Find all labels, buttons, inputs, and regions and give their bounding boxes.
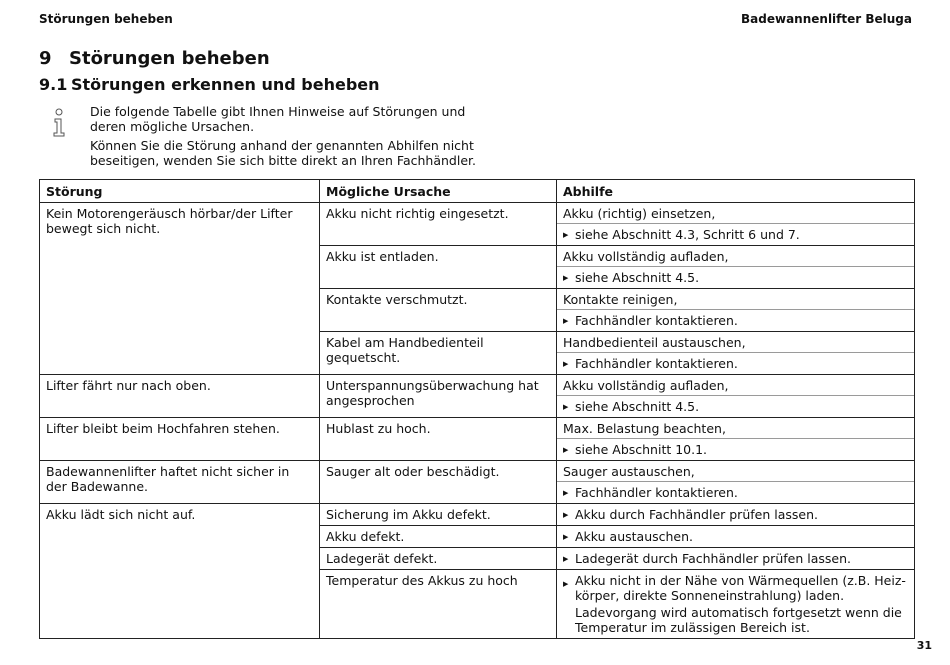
- header-stoerung: Störung: [40, 180, 320, 203]
- table-row: [40, 418, 915, 461]
- cause-cell: Sauger alt oder beschädigt.: [320, 461, 557, 504]
- bullet-triangle-icon: ▶: [563, 533, 569, 541]
- cause-cell: Kabel am Handbedienteil gequetscht.: [320, 332, 557, 375]
- bullet-triangle-icon: ▶: [563, 555, 569, 563]
- cause-cell: Hublast zu hoch.: [320, 418, 557, 461]
- header-ursache: Mögliche Ursache: [320, 180, 557, 203]
- cause-cell: Ladegerät defekt.: [320, 548, 557, 570]
- remedy-cell: [557, 375, 915, 418]
- remedy-cell: [557, 504, 915, 526]
- cause-cell: Akku defekt.: [320, 526, 557, 548]
- intro-paragraph-2: Können Sie die Störung anhand der genannten Abhilfen nicht beseitigen, wenden Sie sich bitte direkt an Ihren Fachhändler.: [90, 138, 476, 168]
- cause-cell: Akku nicht richtig eingesetzt.: [320, 203, 557, 246]
- running-header-product: Badewannenlifter Beluga: [741, 12, 912, 26]
- bullet-triangle-icon: ▶: [563, 489, 569, 497]
- bullet-triangle-icon: ▶: [563, 360, 569, 368]
- subsection-heading: [39, 75, 380, 94]
- running-header-chapter: Störungen beheben: [39, 12, 173, 26]
- bullet-triangle-icon: ▶: [563, 511, 569, 519]
- subsection-number: 9.1: [39, 75, 68, 94]
- remedy-text: Max. Belastung beachten,: [563, 421, 726, 436]
- bullet-triangle-icon: ▶: [563, 274, 569, 282]
- cause-cell: Temperatur des Akkus zu hoch: [320, 570, 557, 639]
- info-icon: [51, 108, 67, 138]
- remedy-text: Kontakte reinigen,: [563, 292, 678, 307]
- table-row: [40, 504, 915, 526]
- bullet-triangle-icon: ▶: [563, 231, 569, 239]
- remedy-note: Ladevorgang wird automatisch fortgesetzt wenn die Temperatur im zulässigen Bereich ist.: [575, 605, 902, 635]
- remedy-cell: [557, 461, 915, 504]
- cause-cell: Unterspannungsüberwachung hat angesprochen: [320, 375, 557, 418]
- bullet-triangle-icon: ▶: [563, 446, 569, 454]
- remedy-step: ▶ siehe Abschnitt 4.5.: [557, 395, 914, 417]
- remedy-step: ▶ siehe Abschnitt 4.3, Schritt 6 und 7.: [557, 223, 914, 245]
- cause-cell: Akku ist entladen.: [320, 246, 557, 289]
- remedy-text: Akku vollständig aufladen,: [563, 378, 729, 393]
- section-heading: [39, 48, 270, 69]
- remedy-text: Akku (richtig) einsetzen,: [563, 206, 716, 221]
- problem-cell: Lifter bleibt beim Hochfahren stehen.: [40, 418, 320, 461]
- problem-cell: Lifter fährt nur nach oben.: [40, 375, 320, 418]
- remedy-cell: [557, 203, 915, 246]
- remedy-step: ▶ Fachhändler kontaktieren.: [557, 352, 914, 374]
- remedy-step: ▶ siehe Abschnitt 4.5.: [557, 266, 914, 288]
- intro-text: [90, 104, 480, 172]
- intro-paragraph-1: Die folgende Tabelle gibt Ihnen Hinweise auf Störungen und deren mögliche Ursachen.: [90, 104, 466, 134]
- problem-cell: Akku lädt sich nicht auf.: [40, 504, 320, 639]
- section-title: Störungen beheben: [69, 48, 270, 69]
- remedy-step: ▶ Akku durch Fachhändler prüfen lassen.: [563, 507, 818, 522]
- cause-cell: Sicherung im Akku defekt.: [320, 504, 557, 526]
- remedy-text: Handbedienteil austauschen,: [563, 335, 746, 350]
- bullet-triangle-icon: ▶: [563, 580, 569, 588]
- remedy-step: ▶ Fachhändler kontaktieren.: [557, 481, 914, 503]
- remedy-cell: [557, 548, 915, 570]
- section-number: 9: [39, 48, 52, 69]
- remedy-step: ▶ siehe Abschnitt 10.1.: [557, 438, 914, 460]
- remedy-text: Akku vollständig aufladen,: [563, 249, 729, 264]
- bullet-triangle-icon: ▶: [563, 317, 569, 325]
- remedy-step: ▶ Akku nicht in der Nähe von Wärmequellen (z.B. Heiz-körper, direkte Sonneneinstrahlung) laden.: [563, 573, 906, 603]
- subsection-title: Störungen erkennen und beheben: [71, 75, 380, 94]
- remedy-step: ▶ Fachhändler kontaktieren.: [557, 309, 914, 331]
- header-abhilfe: Abhilfe: [557, 180, 915, 203]
- problem-cell: Badewannenlifter haftet nicht sicher in der Badewanne.: [40, 461, 320, 504]
- remedy-cell: [557, 332, 915, 375]
- remedy-cell: [557, 526, 915, 548]
- table-header-row: [40, 180, 915, 203]
- problem-cell: Kein Motorengeräusch hörbar/der Lifter bewegt sich nicht.: [40, 203, 320, 375]
- remedy-step: ▶ Ladegerät durch Fachhändler prüfen lassen.: [563, 551, 851, 566]
- remedy-cell: [557, 570, 915, 639]
- remedy-cell: [557, 289, 915, 332]
- table-row: [40, 375, 915, 418]
- remedy-cell: [557, 246, 915, 289]
- cause-cell: Kontakte verschmutzt.: [320, 289, 557, 332]
- remedy-cell: [557, 418, 915, 461]
- page-number: 31: [916, 639, 932, 652]
- table-row: [40, 461, 915, 504]
- remedy-text: Sauger austauschen,: [563, 464, 695, 479]
- remedy-step: ▶ Akku austauschen.: [563, 529, 694, 544]
- bullet-triangle-icon: ▶: [563, 403, 569, 411]
- troubleshooting-table: [39, 179, 915, 639]
- table-row: [40, 203, 915, 246]
